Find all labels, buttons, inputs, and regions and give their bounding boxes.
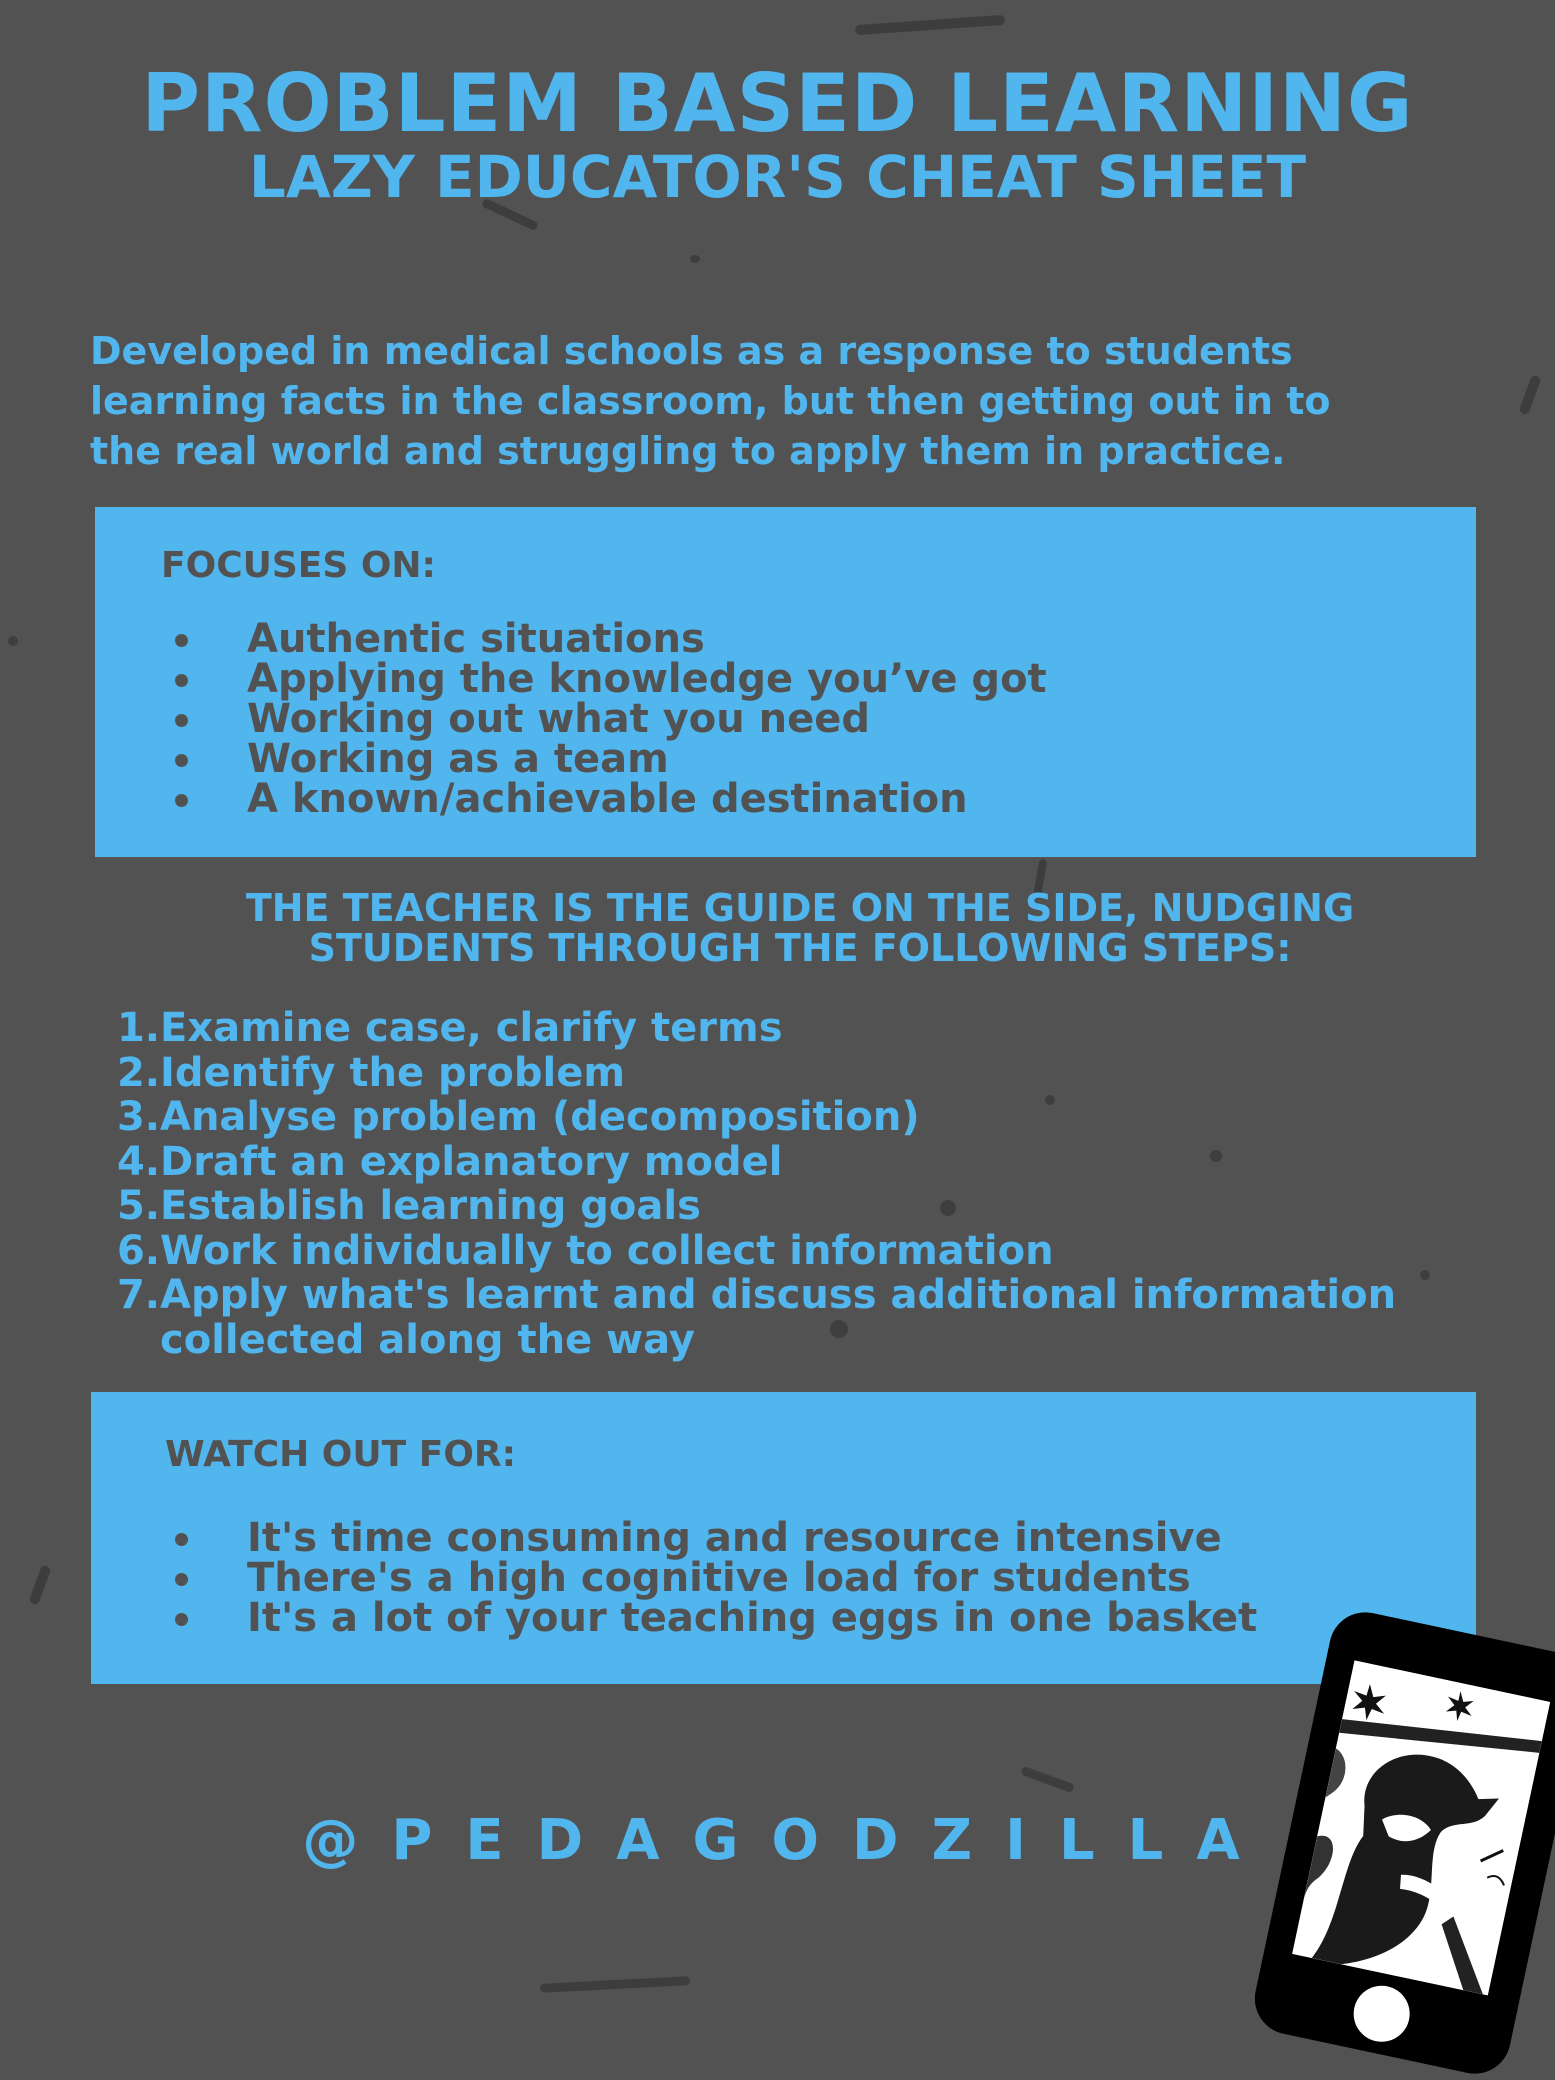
social-handle: @PEDAGODZILLA xyxy=(302,1808,1273,1873)
step-number: 2. xyxy=(116,1049,160,1096)
step-item xyxy=(110,1184,1396,1229)
background-speck xyxy=(1518,374,1541,415)
list-item: Working out what you need xyxy=(175,699,1047,739)
step-item xyxy=(110,1095,1396,1140)
background-speck xyxy=(1020,1766,1075,1793)
focuses-on-panel xyxy=(95,507,1476,857)
teacher-guide-heading xyxy=(0,888,1555,968)
step-item xyxy=(110,1006,1396,1051)
background-speck xyxy=(690,255,700,263)
background-speck xyxy=(1420,1270,1430,1280)
list-item: It's time consuming and resource intensive xyxy=(175,1518,1257,1558)
page-title: PROBLEM BASED LEARNING xyxy=(141,57,1414,150)
watch-out-panel xyxy=(91,1392,1476,1684)
list-item: Working as a team xyxy=(175,739,1047,779)
background-speck xyxy=(28,1564,51,1605)
step-item xyxy=(110,1229,1396,1274)
step-text: Apply what's learnt and discuss additional information xyxy=(160,1272,1397,1318)
watch-out-heading: WATCH OUT FOR: xyxy=(165,1434,517,1475)
page-subtitle: LAZY EDUCATOR'S CHEAT SHEET xyxy=(248,143,1307,211)
intro-line: the real world and struggling to apply them in practice. xyxy=(90,429,1286,473)
step-text: Draft an explanatory model xyxy=(160,1138,783,1185)
intro-line: Developed in medical schools as a response to students xyxy=(90,329,1293,373)
guide-line: THE TEACHER IS THE GUIDE ON THE SIDE, NUDGING xyxy=(245,886,1355,930)
step-number xyxy=(110,1318,160,1363)
step-number: 3. xyxy=(116,1094,160,1140)
step-text: Work individually to collect information xyxy=(160,1227,1054,1274)
intro-line: learning facts in the classroom, but then getting out in to xyxy=(90,379,1331,423)
step-number: 7. xyxy=(116,1272,160,1318)
step-text: Establish learning goals xyxy=(160,1183,701,1229)
step-text: Identify the problem xyxy=(160,1049,625,1096)
list-item: There's a high cognitive load for students xyxy=(175,1558,1257,1598)
background-speck xyxy=(540,1976,690,1993)
watch-out-list xyxy=(175,1515,1258,1641)
step-item xyxy=(110,1318,1396,1363)
dinosaur-teacher-illustration xyxy=(1292,1660,1550,1995)
step-number: 6. xyxy=(116,1227,160,1274)
phone-screen xyxy=(1292,1660,1550,1995)
background-speck xyxy=(8,636,18,646)
step-number: 1. xyxy=(116,1005,160,1051)
steps-list xyxy=(110,1006,1396,1362)
background-speck xyxy=(855,15,1005,35)
step-text: Analyse problem (decomposition) xyxy=(160,1094,920,1140)
step-text: Examine case, clarify terms xyxy=(160,1005,783,1051)
list-item: It's a lot of your teaching eggs in one basket xyxy=(175,1598,1257,1638)
focuses-on-heading: FOCUSES ON: xyxy=(161,545,436,586)
step-number: 5. xyxy=(116,1183,160,1229)
guide-line: STUDENTS THROUGH THE FOLLOWING STEPS: xyxy=(308,926,1292,970)
phone-home-button xyxy=(1348,1981,1414,2047)
step-number: 4. xyxy=(116,1138,160,1185)
list-item: Applying the knowledge you’ve got xyxy=(175,659,1047,699)
step-item xyxy=(110,1051,1396,1096)
focuses-on-list xyxy=(175,616,1047,822)
step-item xyxy=(110,1273,1396,1318)
list-item: Authentic situations xyxy=(175,619,1047,659)
intro-paragraph xyxy=(90,326,1510,476)
step-item xyxy=(110,1140,1396,1185)
list-item: A known/achievable destination xyxy=(175,779,1047,819)
step-text: collected along the way xyxy=(160,1316,695,1363)
